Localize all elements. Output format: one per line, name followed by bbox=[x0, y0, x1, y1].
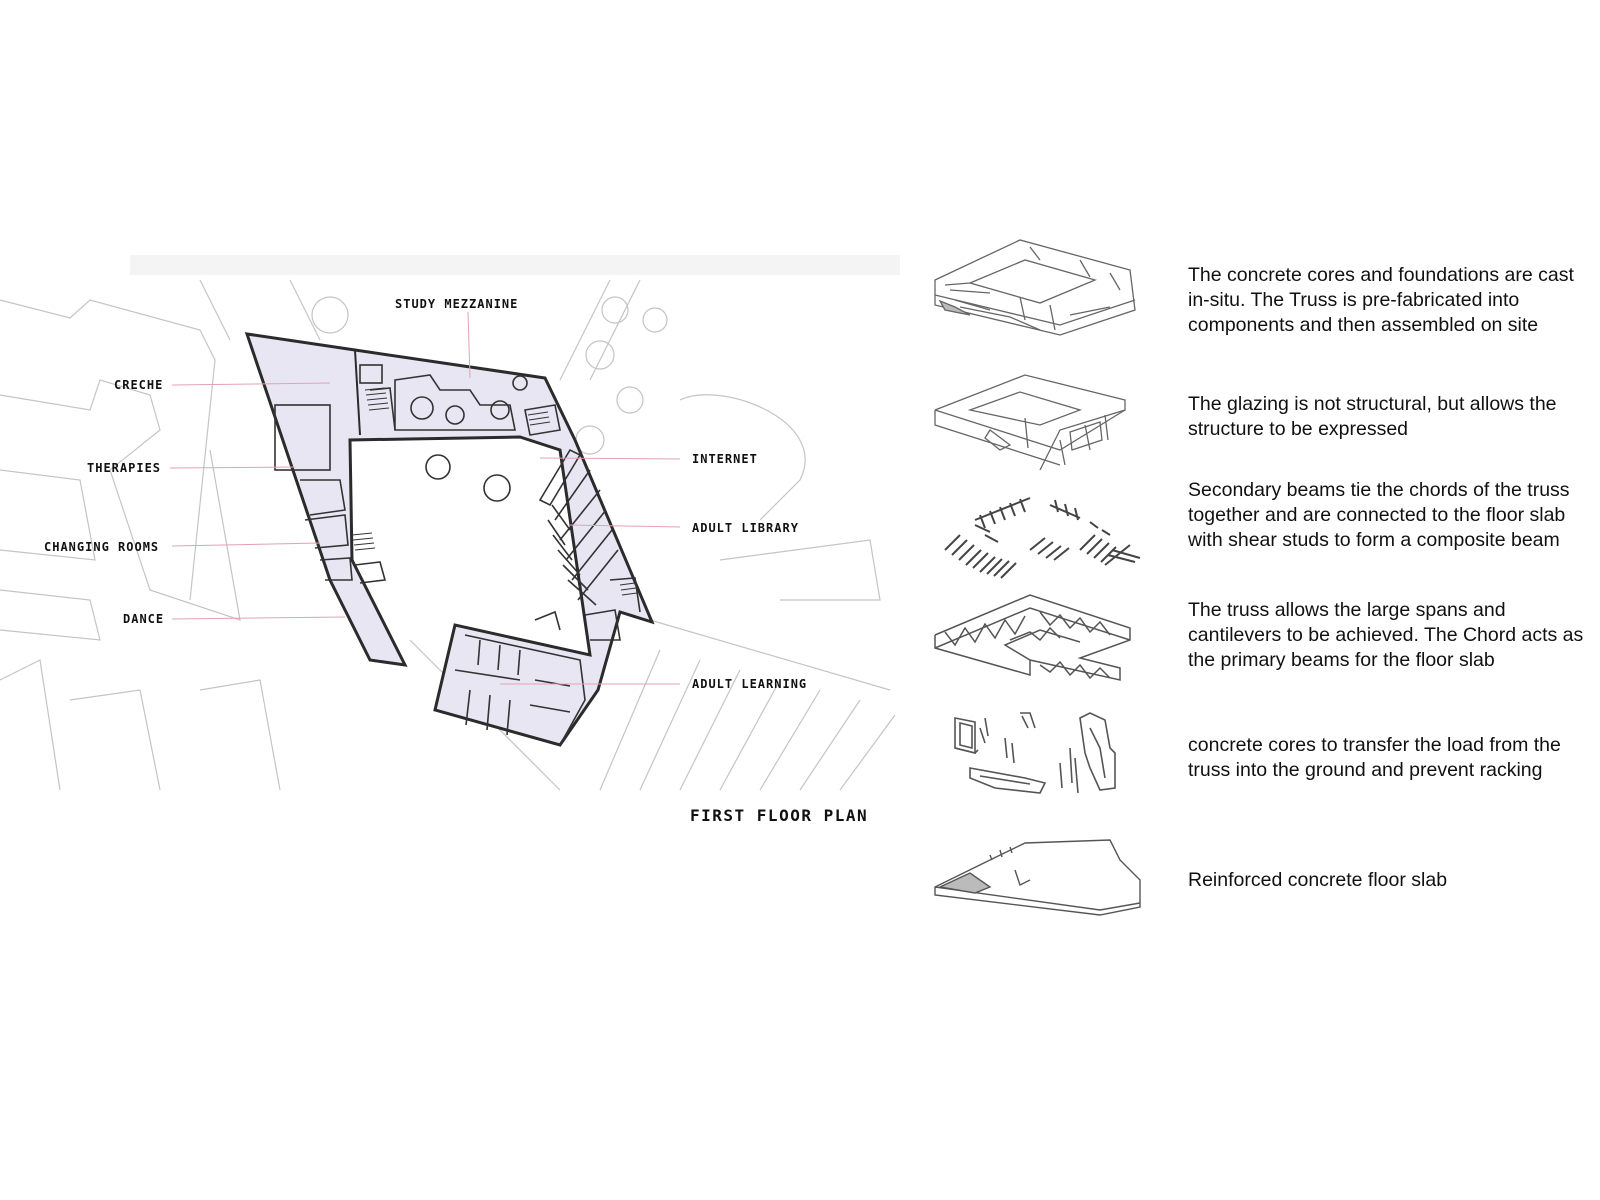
construction-step bbox=[930, 235, 1600, 345]
step-description: Secondary beams tie the chords of the truss together and are connected to the floor slab with shear studs to form a composite beam bbox=[1188, 479, 1570, 551]
building-footprint bbox=[247, 334, 652, 745]
floor-slab-icon bbox=[930, 835, 1170, 930]
step-description: concrete cores to transfer the load from the truss into the ground and prevent racking bbox=[1188, 734, 1561, 781]
label-therapies: THERAPIES bbox=[87, 461, 162, 475]
construction-step bbox=[930, 590, 1600, 700]
step-description: The truss allows the large spans and cantilevers to be achieved. The Chord acts as the primary beams for the floor slab bbox=[1188, 599, 1584, 671]
plan-title: FIRST FLOOR PLAN bbox=[690, 806, 869, 825]
construction-step bbox=[930, 370, 1600, 470]
secondary-beams-icon bbox=[930, 480, 1170, 590]
step-description: The glazing is not structural, but allows the structure to be expressed bbox=[1188, 393, 1557, 440]
label-internet: INTERNET bbox=[692, 452, 758, 466]
label-adult-learning: ADULT LEARNING bbox=[692, 677, 808, 691]
label-dance: DANCE bbox=[123, 612, 165, 626]
label-study-mezzanine: STUDY MEZZANINE bbox=[395, 297, 519, 311]
construction-step bbox=[930, 480, 1600, 590]
concrete-cores-icon bbox=[930, 708, 1170, 818]
step-description: The concrete cores and foundations are cast in-situ. The Truss is pre-fabricated into components and then assembled on site bbox=[1188, 264, 1574, 336]
step-description: Reinforced concrete floor slab bbox=[1188, 869, 1448, 891]
assembled-truss-structure-icon bbox=[930, 235, 1170, 345]
construction-sequence bbox=[930, 230, 1600, 930]
construction-step bbox=[930, 708, 1600, 818]
label-adult-library: ADULT LIBRARY bbox=[692, 521, 799, 535]
construction-step bbox=[930, 835, 1600, 930]
truss-icon bbox=[930, 590, 1170, 700]
glazing-frame-icon bbox=[930, 370, 1170, 470]
label-changing-rooms: CHANGING ROOMS bbox=[44, 540, 160, 554]
label-creche: CRECHE bbox=[114, 378, 164, 392]
